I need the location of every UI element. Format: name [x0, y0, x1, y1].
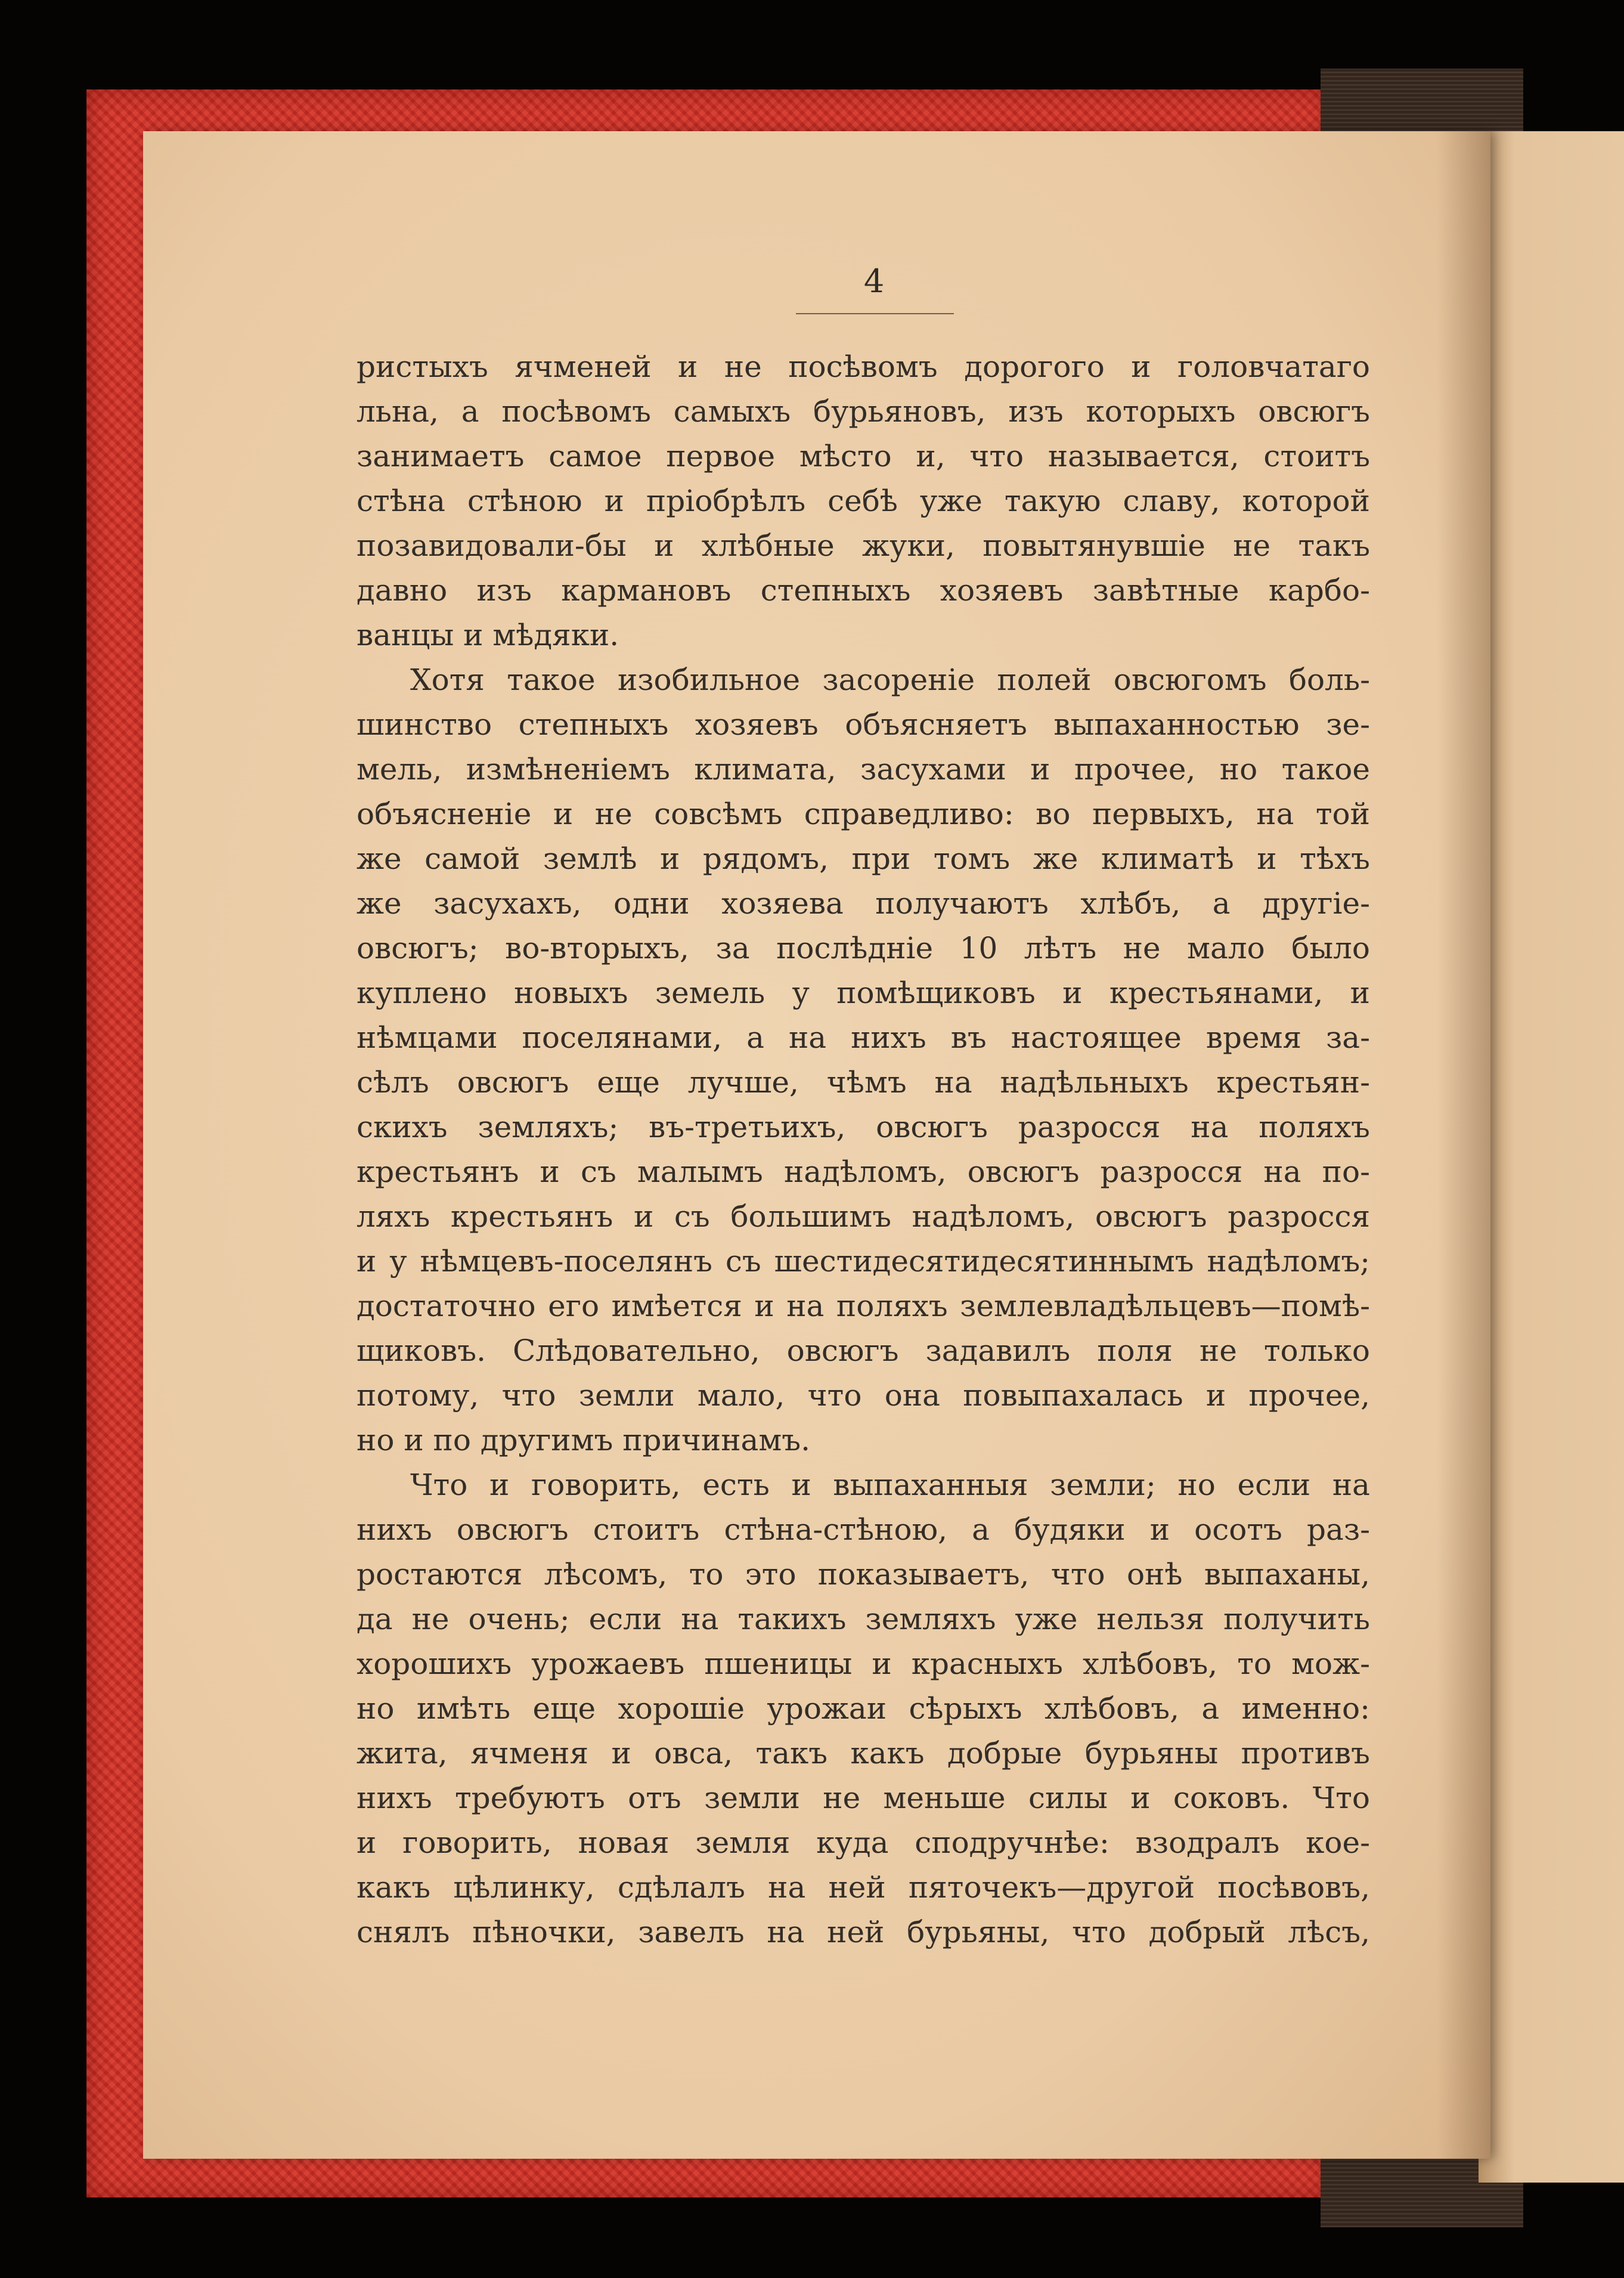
text-line: крестьянъ и съ малымъ надѣломъ, овсюгъ разросся на по- [357, 1155, 1370, 1189]
text-line: но имѣть еще хорошіе урожаи сѣрыхъ хлѣбовъ, а именно: [357, 1691, 1370, 1726]
text-line: жита, ячменя и овса, такъ какъ добрые бурьяны противъ [357, 1736, 1370, 1771]
text-line: и у нѣмцевъ-поселянъ съ шестидесятидесятиннымъ надѣломъ; [357, 1244, 1370, 1279]
adjacent-page-edge [1479, 131, 1624, 2183]
text-line: нѣмцами поселянами, а на нихъ въ настоящее время за- [357, 1020, 1370, 1055]
paragraph-first-line: Что и говорить, есть и выпаханныя земли; но если на [410, 1468, 1370, 1502]
paragraph-first-line: Хотя такое изобильное засореніе полей овсюгомъ боль- [410, 663, 1370, 697]
text-line: но и по другимъ причинамъ. [357, 1423, 810, 1457]
text-line: нихъ овсюгъ стоитъ стѣна-стѣною, а будяки и осотъ раз- [357, 1512, 1370, 1547]
text-line: объясненіе и не совсѣмъ справедливо: во первыхъ, на той [357, 797, 1370, 831]
text-line: стѣна стѣною и пріобрѣлъ себѣ уже такую славу, которой [357, 484, 1370, 518]
text-line: да не очень; если на такихъ земляхъ уже нельзя получить [357, 1602, 1370, 1636]
page-number-rule [796, 313, 954, 314]
text-line: давно изъ кармановъ степныхъ хозяевъ завѣтные карбо- [357, 573, 1370, 608]
text-line: ляхъ крестьянъ и съ большимъ надѣломъ, овсюгъ разросся [357, 1199, 1370, 1234]
text-line: овсюгъ; во-вторыхъ, за послѣдніе 10 лѣтъ не мало было [357, 931, 1370, 965]
text-line: ванцы и мѣдяки. [357, 618, 619, 652]
text-line: занимаетъ самое первое мѣсто и, что называется, стоитъ [357, 439, 1370, 473]
page-text [357, 345, 1370, 1955]
text-line: позавидовали-бы и хлѣбные жуки, повытянувшіе не такъ [357, 528, 1370, 563]
text-line: шинство степныхъ хозяевъ объясняетъ выпаханностью зе- [357, 707, 1370, 742]
text-line: ростаются лѣсомъ, то это показываетъ, что онѣ выпаханы, [357, 1557, 1370, 1592]
text-line: потому, что земли мало, что она повыпахалась и прочее, [357, 1378, 1370, 1413]
text-line: куплено новыхъ земель у помѣщиковъ и крестьянами, и [357, 976, 1370, 1010]
text-line: льна, а посѣвомъ самыхъ бурьяновъ, изъ которыхъ овсюгъ [357, 394, 1370, 429]
text-line: же самой землѣ и рядомъ, при томъ же климатѣ и тѣхъ [357, 841, 1370, 876]
text-line: снялъ пѣночки, завелъ на ней бурьяны, что добрый лѣсъ, [357, 1915, 1370, 1949]
text-line: скихъ земляхъ; въ-третьихъ, овсюгъ разросся на поляхъ [357, 1110, 1370, 1144]
text-line: какъ цѣлинку, сдѣлалъ на ней пяточекъ—другой посѣвовъ, [357, 1870, 1370, 1905]
text-line: ристыхъ ячменей и не посѣвомъ дорогого и головчатаго [357, 349, 1370, 384]
page-number: 4 [863, 262, 885, 300]
text-line: достаточно его имѣется и на поляхъ землевладѣльцевъ—помѣ- [357, 1289, 1370, 1323]
text-line: сѣлъ овсюгъ еще лучше, чѣмъ на надѣльныхъ крестьян- [357, 1065, 1370, 1100]
text-line: и говорить, новая земля куда сподручнѣе: взодралъ кое- [357, 1825, 1370, 1860]
text-line: щиковъ. Слѣдовательно, овсюгъ задавилъ поля не только [357, 1333, 1370, 1368]
text-line: мель, измѣненіемъ климата, засухами и прочее, но такое [357, 752, 1370, 787]
text-line: нихъ требуютъ отъ земли не меньше силы и соковъ. Что [357, 1781, 1370, 1815]
text-line: хорошихъ урожаевъ пшеницы и красныхъ хлѣбовъ, то мож- [357, 1646, 1370, 1681]
text-line: же засухахъ, одни хозяева получаютъ хлѣбъ, а другіе- [357, 886, 1370, 921]
